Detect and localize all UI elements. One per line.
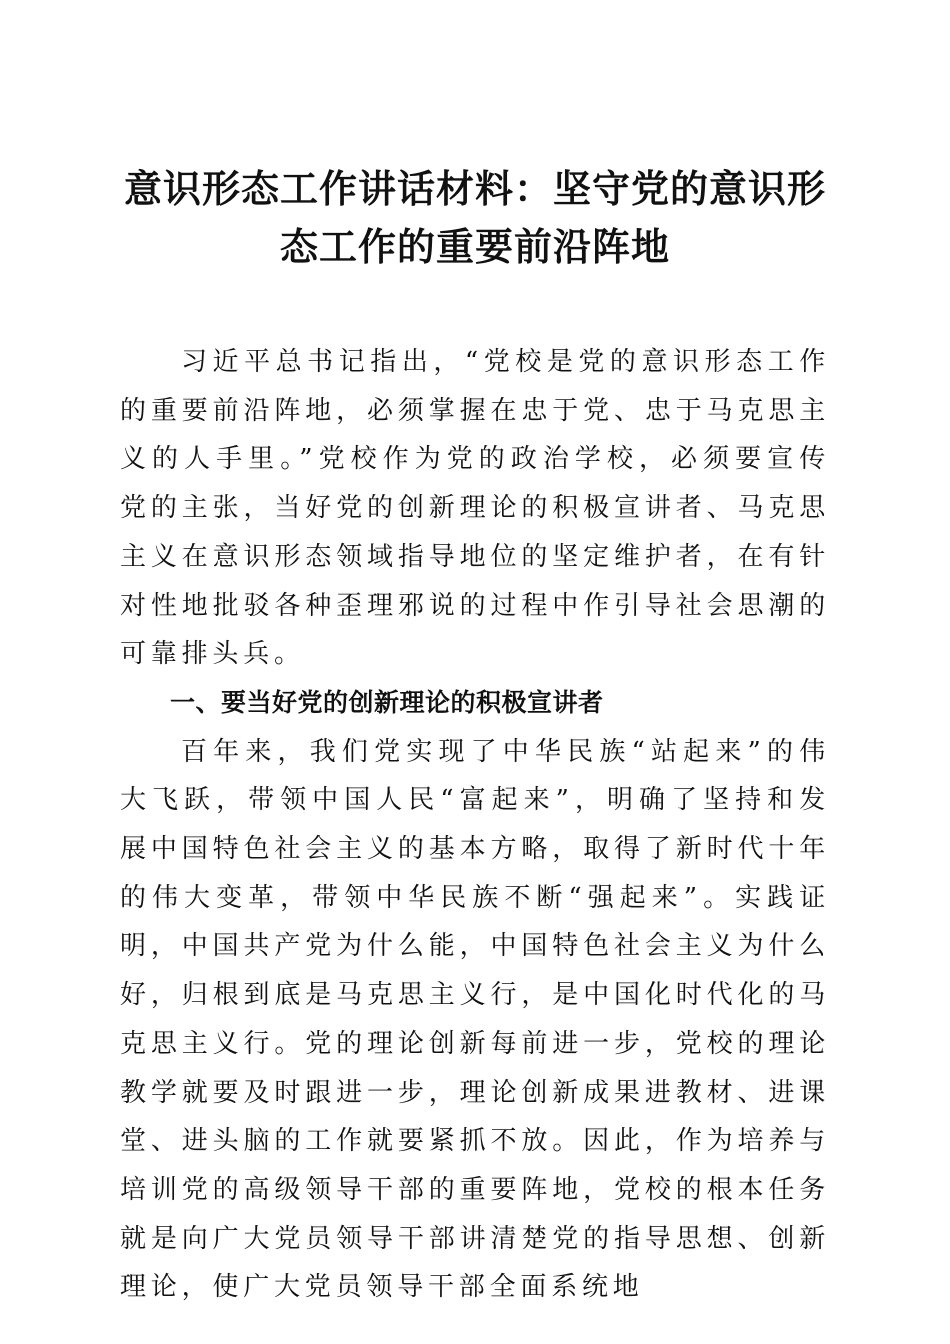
intro-paragraph: 习近平总书记指出，“党校是党的意识形态工作的重要前沿阵地，必须掌握在忠于党、忠于马克思主义的人手里。”党校作为党的政治学校，必须要宣传党的主张，当好党的创新理论的积极宣讲者、马克思主义在意识形态领域指导地位的坚定维护者，在有针对性地批驳各种歪理邪说的过程中作引导社会思潮的可靠排头兵。 bbox=[120, 347, 830, 670]
document-title: 意识形态工作讲话材料：坚守党的意识形态工作的重要前沿阵地 bbox=[123, 166, 826, 269]
section-heading-1: 一、要当好党的创新理论的积极宣讲者 bbox=[170, 687, 604, 717]
section-1-paragraph: 百年来，我们党实现了中华民族“站起来”的伟大飞跃，带领中国人民“富起来”，明确了坚持和发展中国特色社会主义的基本方略，取得了新时代十年的伟大变革，带领中华民族不断“强起来”。实践证明，中国共产党为什么能，中国特色社会主义为什么好，归根到底是马克思主义行，是中国化时代化的马克思主义行。党的理论创新每前进一步，党校的理论教学就要及时跟进一步，理论创新成果进教材、进课堂、进头脑的工作就要紧抓不放。因此，作为培养与培训党的高级领导干部的重要阵地，党校的根本任务就是向广大党员领导干部讲清楚党的指导思想、创新理论，使广大党员领导干部全面系统地 bbox=[120, 736, 830, 1303]
document-body bbox=[120, 338, 830, 1312]
